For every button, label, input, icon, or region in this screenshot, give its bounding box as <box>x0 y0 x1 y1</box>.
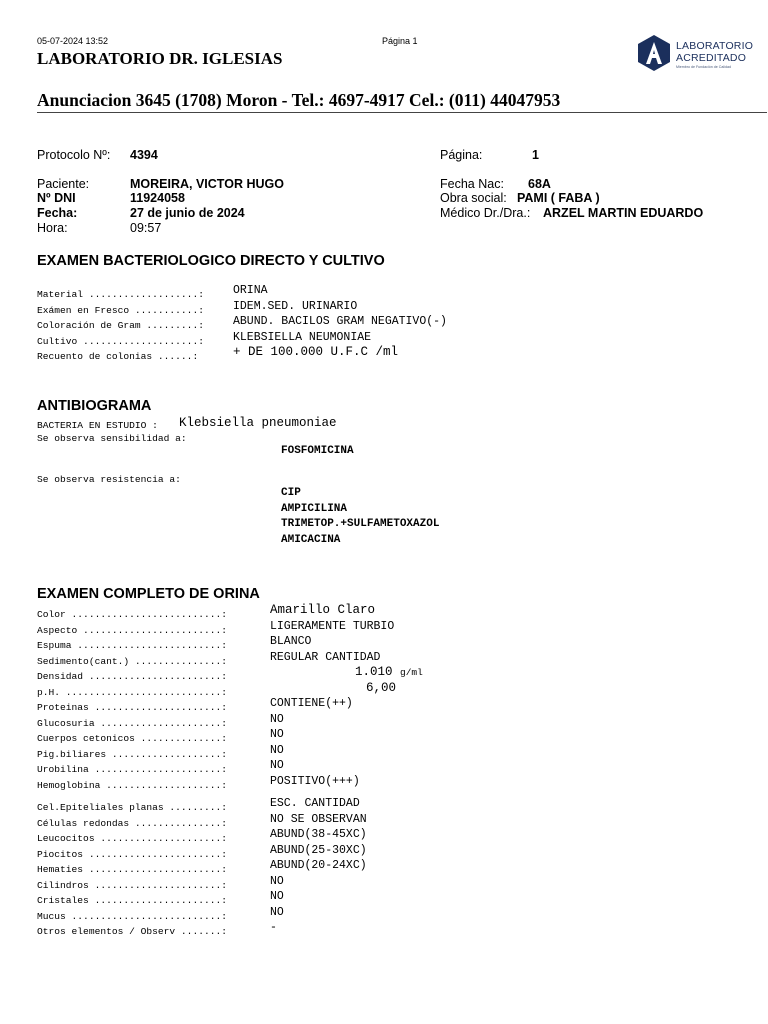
urine-row-value: CONTIENE(++) <box>270 697 353 710</box>
urine-row-label: Glucosuria .....................: <box>37 717 227 729</box>
date-value: 27 de junio de 2024 <box>130 206 245 220</box>
bact-row-value: KLEBSIELLA NEUMONIAE <box>233 330 372 344</box>
sediment-row-value: NO <box>270 905 284 919</box>
urine-row-value <box>270 665 423 681</box>
sediment-row-label: Cristales ......................: <box>37 895 227 906</box>
urine-values <box>270 603 423 789</box>
header-divider <box>37 112 767 113</box>
resistant-drugs <box>281 486 439 548</box>
print-page-label: Página 1 <box>382 36 418 46</box>
resistant-drug: CIP <box>281 487 301 499</box>
time-label: Hora: <box>37 221 68 235</box>
protocol-value: 4394 <box>130 148 158 162</box>
sediment-row-label: Células redondas ...............: <box>37 817 227 829</box>
bact-row-label: Material ...................: <box>37 289 204 300</box>
bacteriology-values <box>233 283 447 361</box>
urine-row-value: Amarillo Claro <box>270 603 376 617</box>
sensitivity-label: Se observa sensibilidad a: <box>37 433 187 444</box>
bact-row-value: IDEM.SED. URINARIO <box>233 299 358 313</box>
bact-row-value: ORINA <box>233 284 268 297</box>
urine-row-label: p.H. ...........................: <box>37 686 227 698</box>
patient-name: MOREIRA, VICTOR HUGO <box>130 177 284 191</box>
density-unit: g/ml <box>400 667 423 678</box>
urine-row-value: NO <box>270 728 284 741</box>
sediment-values <box>270 796 367 936</box>
sediment-row-label: Otros elementos / Observ .......: <box>37 926 227 937</box>
lab-name: LABORATORIO DR. IGLESIAS <box>37 49 283 68</box>
sediment-row-label: Leucocitos .....................: <box>37 833 227 844</box>
bact-row-label: Recuento de colonias ......: <box>37 351 199 362</box>
bact-row-value: + DE 100.000 U.F.C /ml <box>233 345 399 359</box>
logo-line2: ACREDITADO <box>676 52 747 64</box>
resistant-drug: TRIMETOP.+SULFAMETOXAZOL <box>281 518 440 530</box>
urine-row-value: NO <box>270 712 284 726</box>
urine-row-value: BLANCO <box>270 635 312 648</box>
page-label: Página: <box>440 148 483 162</box>
print-datetime: 05-07-2024 13:52 <box>37 36 109 46</box>
sediment-row-label: Hematies .......................: <box>37 864 227 875</box>
logo-tagline: Miembro de Fundación de Calidad <box>676 65 731 69</box>
birth-value: 68A <box>528 177 551 191</box>
urine-row-label: Espuma .........................: <box>37 640 227 651</box>
bact-row-label: Cultivo ....................: <box>37 335 204 347</box>
protocol-label: Protocolo Nº: <box>37 148 111 162</box>
doctor-label: Médico Dr./Dra.: <box>440 206 531 220</box>
logo-line1: LABORATORIO <box>676 40 754 52</box>
lab-address: Anunciacion 3645 (1708) Moron - Tel.: 4697-4917 Cel.: (011) 44047953 <box>37 90 561 110</box>
sediment-row-value: ABUND(20-24XC) <box>270 859 367 872</box>
sediment-row-value: - <box>270 921 277 934</box>
sensitive-drug: FOSFOMICINA <box>281 445 354 457</box>
sediment-row-value: NO <box>270 890 284 903</box>
bact-row-value: ABUND. BACILOS GRAM NEGATIVO(-) <box>233 315 447 328</box>
doctor-value: ARZEL MARTIN EDUARDO <box>543 206 704 220</box>
sediment-row-label: Piocitos .......................: <box>37 848 227 860</box>
sediment-labels <box>37 800 227 940</box>
patient-label: Paciente: <box>37 177 90 191</box>
date-label: Fecha: <box>37 206 78 220</box>
urine-row-label: Color ..........................: <box>37 609 227 620</box>
bacteriology-title: EXAMEN BACTERIOLOGICO DIRECTO Y CULTIVO <box>37 253 385 269</box>
resistance-label: Se observa resistencia a: <box>37 474 181 485</box>
urine-row-value: 6,00 <box>366 680 397 695</box>
sediment-row-label: Cel.Epiteliales planas .........: <box>37 802 227 813</box>
sediment-row-value: ESC. CANTIDAD <box>270 797 360 810</box>
urine-row-label: Cuerpos cetonicos ..............: <box>37 733 227 744</box>
letter-a-badge-icon <box>636 34 672 72</box>
urine-row-label: Proteinas ......................: <box>37 702 227 713</box>
time-value: 09:57 <box>130 221 162 235</box>
sediment-row-value: NO SE OBSERVAN <box>270 812 367 826</box>
urine-labels <box>37 607 227 793</box>
resistant-drug: AMPICILINA <box>281 502 348 515</box>
bacteriology-labels <box>37 287 204 365</box>
sediment-row-value: ABUND(25-30XC) <box>270 843 367 857</box>
bact-row-label: Exámen en Fresco ...........: <box>37 304 204 316</box>
urine-row-label: Pig.biliares ...................: <box>37 748 227 760</box>
accredited-lab-logo <box>636 34 766 74</box>
urine-row-value: POSITIVO(+++) <box>270 774 360 788</box>
page-value: 1 <box>532 148 539 162</box>
antibiogram-title: ANTIBIOGRAMA <box>37 398 152 414</box>
dni-label: Nº DNI <box>37 191 76 205</box>
urine-row-label: Aspecto ........................: <box>37 624 227 636</box>
resistant-drug: AMICACINA <box>281 533 341 546</box>
urine-row-value: NO <box>270 759 284 772</box>
urine-row-label: Urobilina ......................: <box>37 764 227 775</box>
urine-row-label: Hemoglobina ....................: <box>37 779 227 791</box>
urine-row-value: REGULAR CANTIDAD <box>270 650 381 664</box>
insurance-label: Obra social: <box>440 191 507 205</box>
urine-exam-title: EXAMEN COMPLETO DE ORINA <box>37 586 260 602</box>
bact-row-label: Coloración de Gram .........: <box>37 320 204 331</box>
sediment-row-value: NO <box>270 874 284 888</box>
sediment-row-label: Cilindros ......................: <box>37 879 227 891</box>
urine-row-value: LIGERAMENTE TURBIO <box>270 619 395 633</box>
bacteria-value: Klebsiella pneumoniae <box>179 416 337 430</box>
urine-row-label: Densidad .......................: <box>37 671 227 682</box>
sediment-row-label: Mucus ..........................: <box>37 910 227 922</box>
sediment-row-value: ABUND(38-45XC) <box>270 828 367 841</box>
density-value: 1.010 <box>355 665 393 679</box>
birth-label: Fecha Nac: <box>440 177 504 191</box>
dni-value: 11924058 <box>130 191 185 205</box>
insurance-value: PAMI ( FABA ) <box>517 191 600 205</box>
bacteria-label: BACTERIA EN ESTUDIO : <box>37 420 158 431</box>
urine-row-value: NO <box>270 743 284 757</box>
urine-row-label: Sedimento(cant.) ...............: <box>37 655 227 667</box>
